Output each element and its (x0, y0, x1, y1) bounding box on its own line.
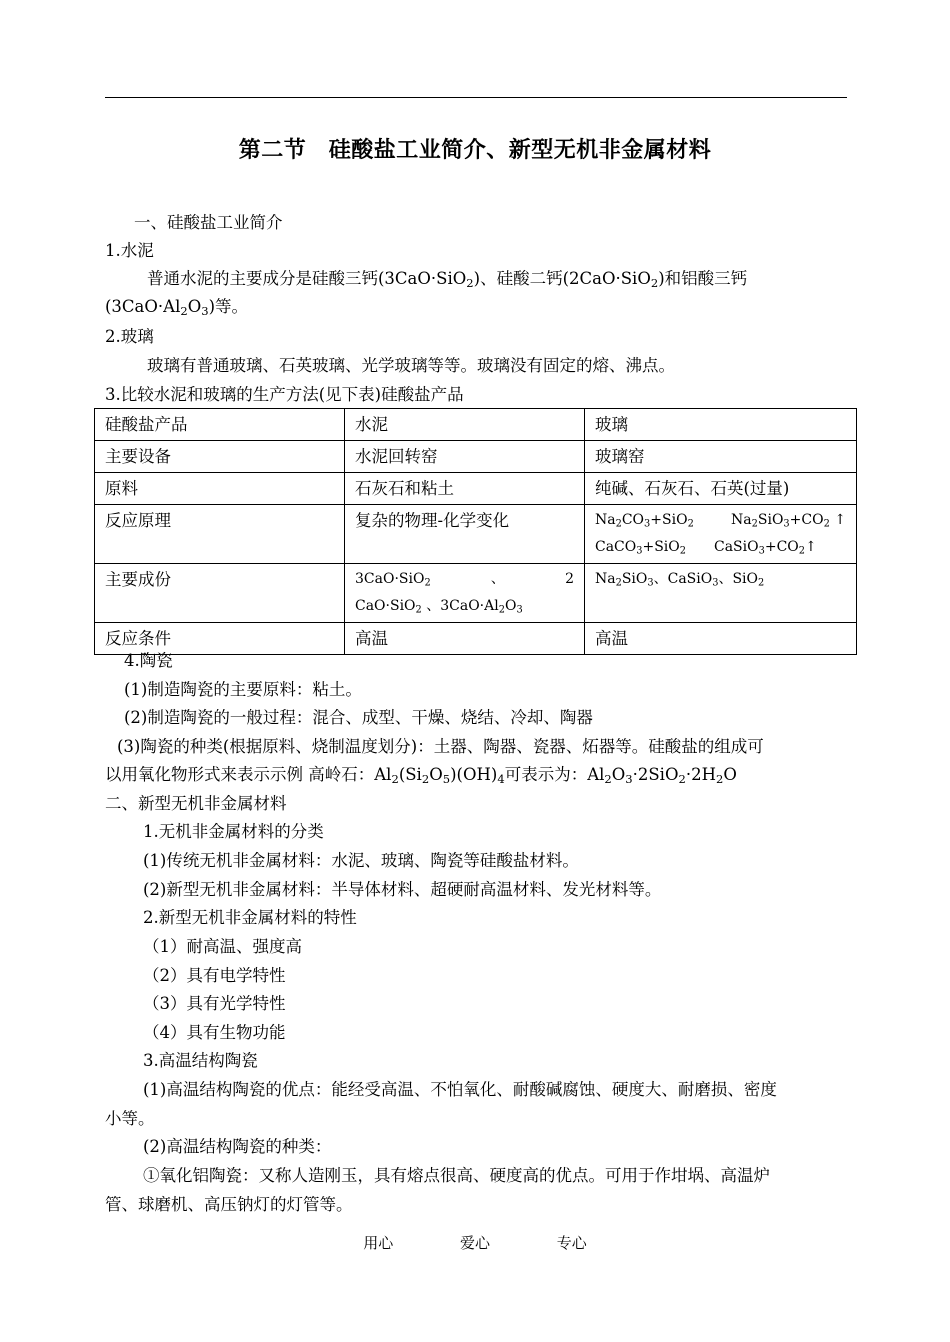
table-cell: 高温 (585, 623, 857, 655)
cement-paragraph-line1: 普通水泥的主要成分是硅酸三钙(3CaO·SiO$_2$)、硅酸二钙(2CaO·SiO$_2$)和铝酸三钙 (147, 269, 748, 290)
table-cell: 原料 (95, 473, 345, 505)
table-cell: 反应条件 (95, 623, 345, 655)
table-row (95, 564, 857, 623)
table-cell: 复杂的物理-化学变化 (345, 505, 585, 564)
table-row (95, 441, 857, 473)
heading-properties: 2.新型无机非金属材料的特性 (143, 908, 357, 927)
heading-comparison: 3.比较水泥和玻璃的生产方法(见下表)硅酸盐产品 (105, 385, 464, 404)
table-cell-cement-components (345, 564, 585, 623)
ceramics-item-1: (1)制造陶瓷的主要原料：粘土。 (124, 680, 362, 699)
table-cell: 硅酸盐产品 (95, 409, 345, 441)
property-item-2: （2）具有电学特性 (143, 966, 286, 985)
table-cell: 水泥回转窑 (345, 441, 585, 473)
property-item-3: （3）具有光学特性 (143, 994, 286, 1013)
high-temp-item-1: (1)高温结构陶瓷的优点：能经受高温、不怕氧化、耐酸碱腐蚀、硬度大、耐磨损、密度 (143, 1080, 777, 1099)
table-row (95, 623, 857, 655)
header-rule (105, 97, 847, 98)
table-cell: 主要成份 (95, 564, 345, 623)
table-cell: 高温 (345, 623, 585, 655)
reaction-equation: $Na_2CO_3+SiO_2$ $Na_2SiO_3+CO_2$ ↑ (595, 512, 846, 530)
ceramics-item-3: (3)陶瓷的种类(根据原料、烧制温度划分)：土器、陶器、瓷器、炻器等。硅酸盐的组成可 (117, 737, 764, 756)
footer-text: 爱心 (459, 1234, 490, 1252)
classification-item-2: (2)新型无机非金属材料：半导体材料、超硬耐高温材料、发光材料等。 (143, 880, 662, 899)
high-temp-item-3-cont: 管、球磨机、高压钠灯的灯管等。 (105, 1195, 353, 1214)
table-cell-glass-components: $Na_2SiO_3$、CaSiO$_3$、SiO$_2$ (585, 564, 857, 623)
heading-glass: 2.玻璃 (105, 327, 154, 346)
ceramics-item-2: (2)制造陶瓷的一般过程：混合、成型、干燥、烧结、冷却、陶器 (124, 708, 593, 727)
table-row (95, 473, 857, 505)
section-heading-silicate-industry: 一、硅酸盐工业简介 (134, 213, 283, 232)
table-cell: 玻璃 (585, 409, 857, 441)
classification-item-1: (1)传统无机非金属材料：水泥、玻璃、陶瓷等硅酸盐材料。 (143, 851, 579, 870)
reaction-equation: CaCO$_3$+SiO$_2$ $CaSiO_3+CO_2↑$ (595, 539, 817, 557)
table-row (95, 409, 857, 441)
table-cell: 反应原理 (95, 505, 345, 564)
table-row (95, 505, 857, 564)
table-cell-glass-reactions (585, 505, 857, 564)
table-cell: 主要设备 (95, 441, 345, 473)
page-title: 第二节 硅酸盐工业简介、新型无机非金属材料 (238, 138, 712, 163)
glass-paragraph: 玻璃有普通玻璃、石英玻璃、光学玻璃等等。玻璃没有固定的熔、沸点。 (147, 356, 675, 375)
heading-high-temp-ceramics: 3.高温结构陶瓷 (143, 1051, 258, 1070)
high-temp-item-1-cont: 小等。 (105, 1109, 155, 1128)
section-heading-new-materials: 二、新型无机非金属材料 (105, 794, 287, 813)
heading-classification: 1.无机非金属材料的分类 (143, 822, 324, 841)
high-temp-item-3: ①氧化铝陶瓷：又称人造刚玉，具有熔点很高、硬度高的优点。可用于作坩埚、高温炉 (143, 1166, 770, 1185)
footer-text: 专心 (556, 1234, 587, 1252)
component-line: 3CaO·SiO$_2$ 、 2 (355, 571, 574, 589)
property-item-1: （1）耐高温、强度高 (143, 937, 302, 956)
heading-cement: 1.水泥 (105, 241, 154, 260)
table-cell: 石灰石和粘土 (345, 473, 585, 505)
table-cell: 纯碱、石灰石、石英(过量) (585, 473, 857, 505)
ceramics-item-3-cont: 以用氧化物形式来表示示例 高岭石：$Al_2(Si_2O_5)(OH)_4$可表示为：$Al_2O_3\cdot 2SiO_2\cdot 2H_2O$ (105, 765, 737, 786)
table-cell: 玻璃窑 (585, 441, 857, 473)
property-item-4: （4）具有生物功能 (143, 1023, 286, 1042)
page-footer (0, 1232, 950, 1253)
high-temp-item-2: (2)高温结构陶瓷的种类： (143, 1137, 332, 1156)
comparison-table (94, 408, 857, 655)
table-cell: 水泥 (345, 409, 585, 441)
heading-ceramics: 4.陶瓷 (124, 651, 173, 670)
cement-paragraph-line2: $(3CaO\cdot Al_2O_3)$等。 (105, 297, 249, 318)
component-line: CaO·SiO$_2$ 、$3CaO\cdot Al_2O_3$ (355, 598, 523, 616)
footer-text: 用心 (363, 1234, 394, 1252)
